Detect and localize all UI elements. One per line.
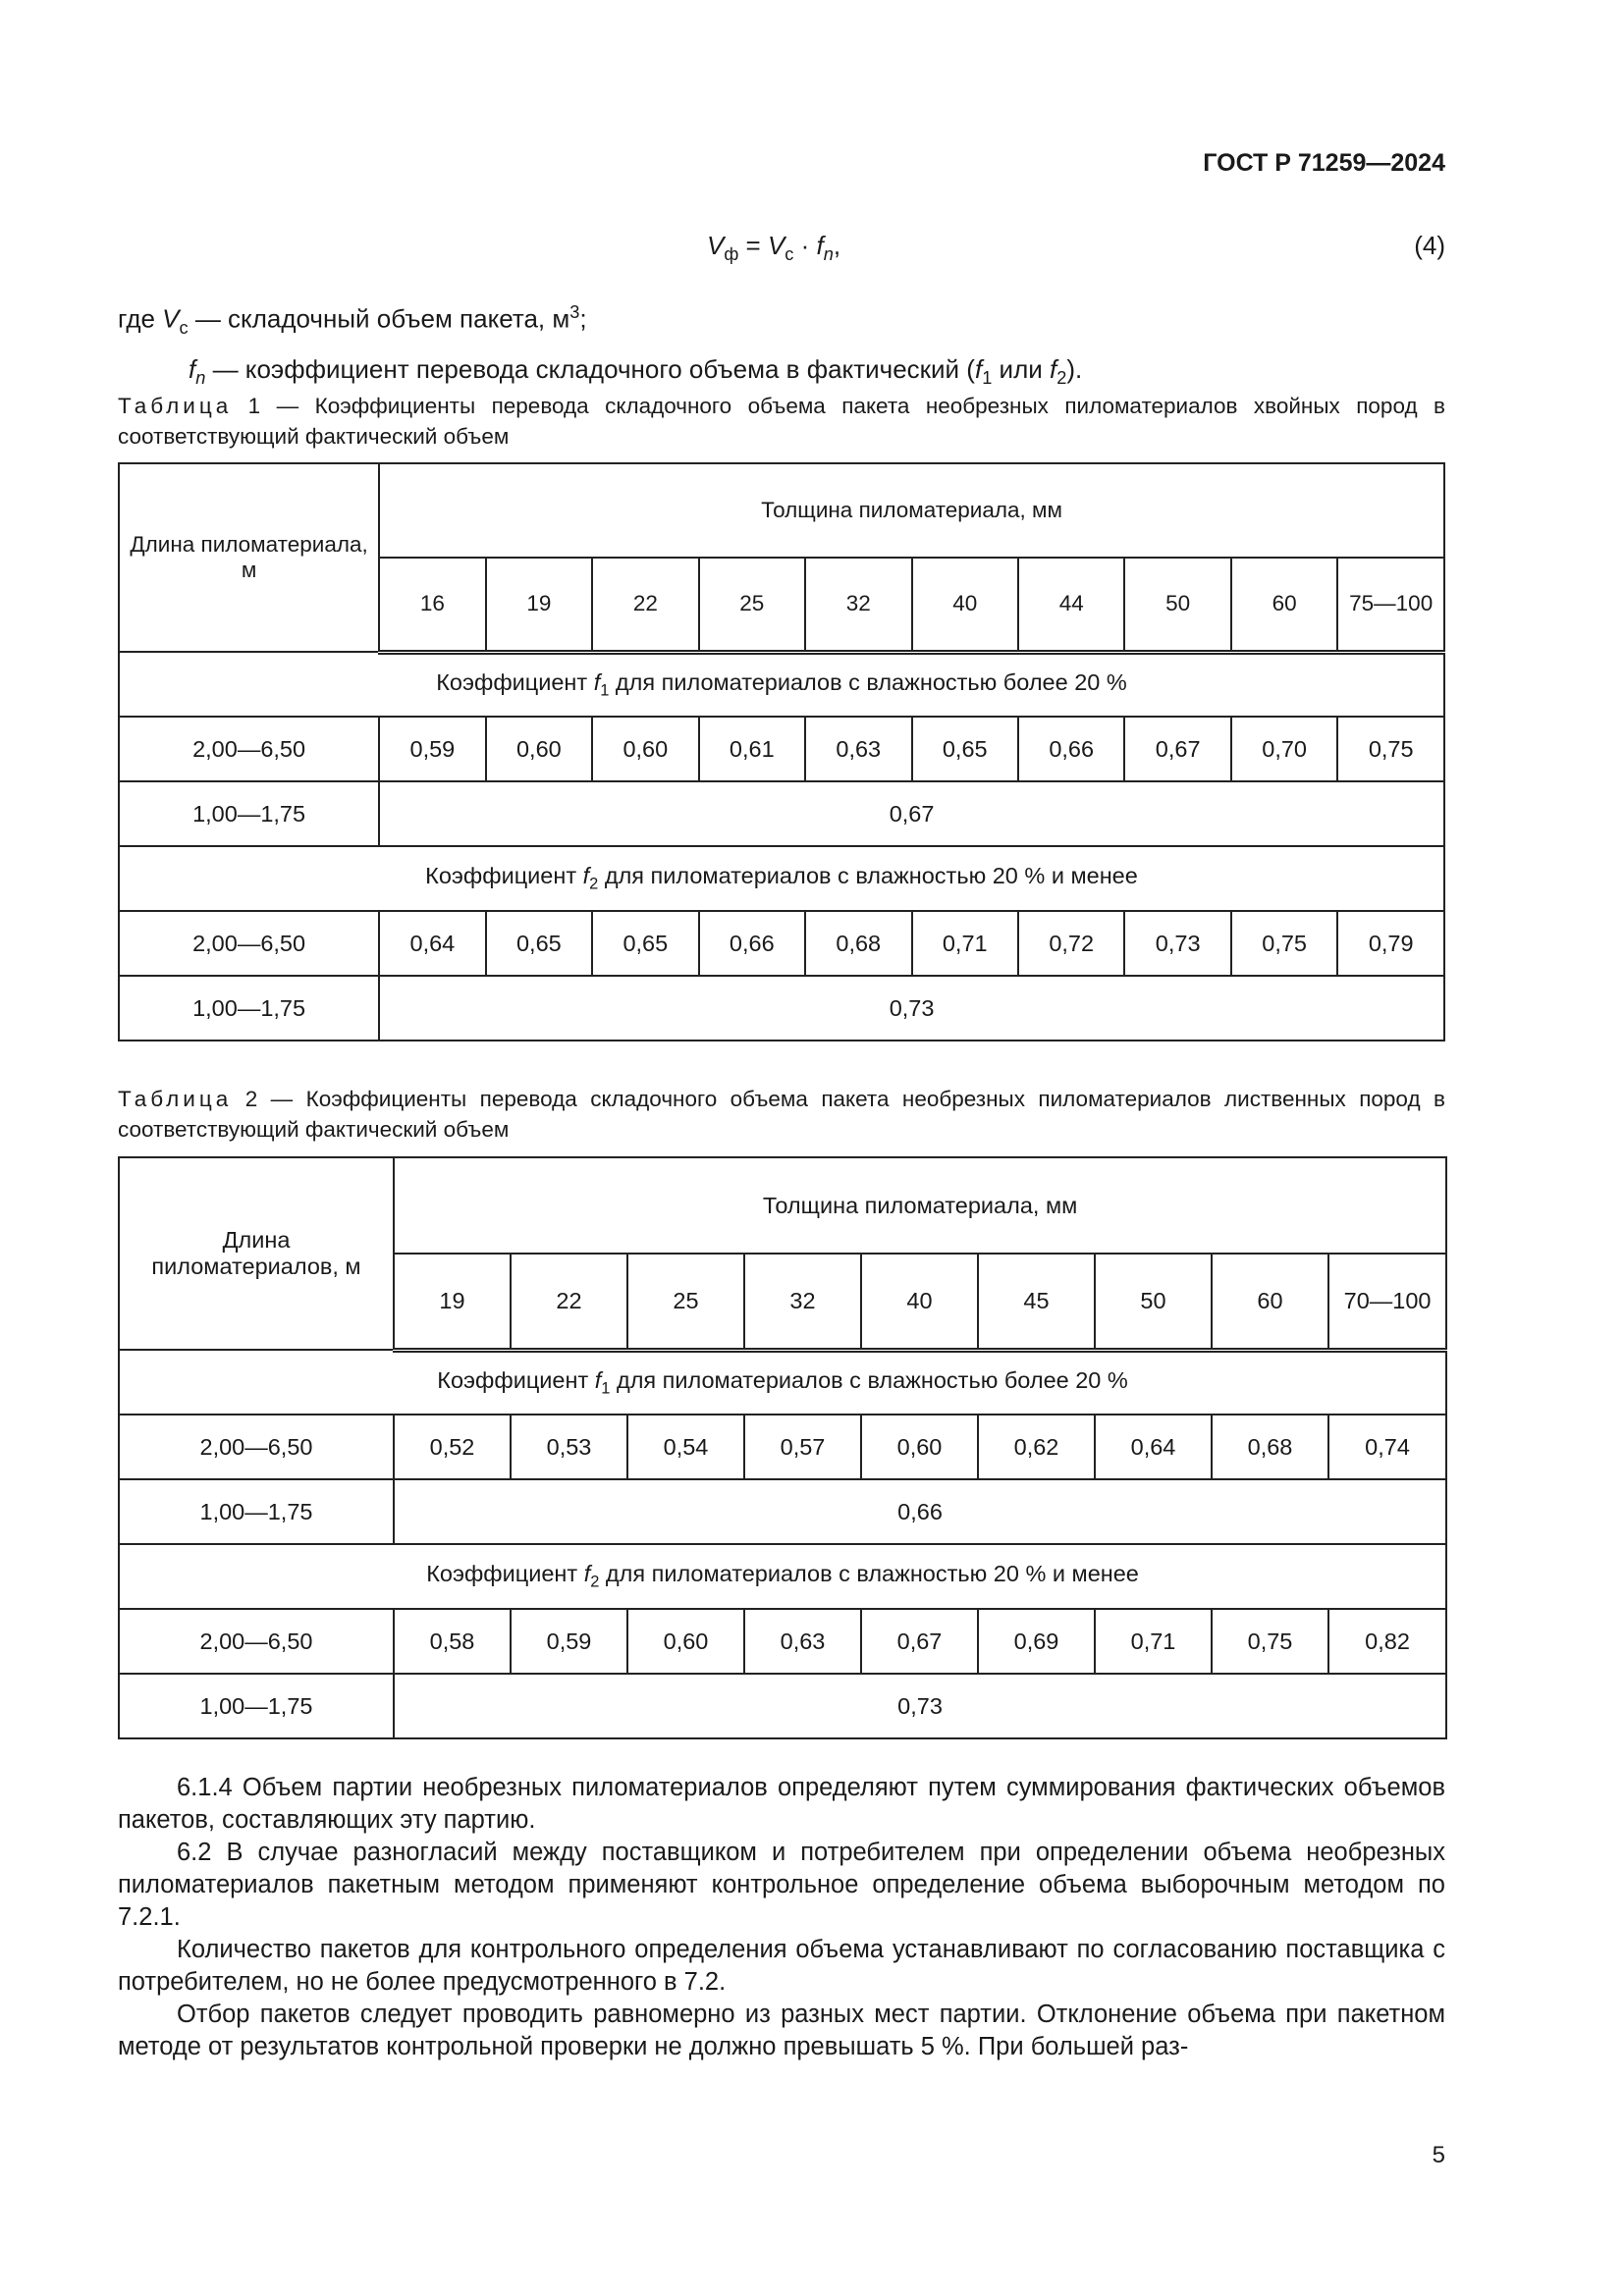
thickness-cell: 40 bbox=[861, 1254, 978, 1350]
value-cell: 0,66 bbox=[394, 1479, 1446, 1544]
value-cell: 0,63 bbox=[805, 717, 911, 781]
thickness-cell: 22 bbox=[592, 558, 698, 652]
length-cell: 1,00—1,75 bbox=[119, 976, 379, 1041]
length-cell: 1,00—1,75 bbox=[119, 781, 379, 846]
table2-caption: Таблица 2 — Коэффициенты перевода складочного объема пакета необрезных пиломатериалов лиственных пород в соответствующий фактический объем bbox=[118, 1087, 1445, 1142]
thickness-cell: 60 bbox=[1231, 558, 1337, 652]
document-number: ГОСТ Р 71259—2024 bbox=[1203, 149, 1445, 177]
formula-legend bbox=[118, 292, 1082, 399]
value-cell: 0,52 bbox=[394, 1415, 511, 1479]
value-cell: 0,73 bbox=[1124, 911, 1230, 976]
value-cell: 0,60 bbox=[486, 717, 592, 781]
thickness-cell: 60 bbox=[1212, 1254, 1328, 1350]
value-cell: 0,61 bbox=[699, 717, 805, 781]
thickness-cell: 19 bbox=[394, 1254, 511, 1350]
value-cell: 0,75 bbox=[1212, 1609, 1328, 1674]
table1 bbox=[118, 462, 1445, 1041]
table2-section-f1: Коэффициент $f_1$ для пиломатериалов с влажностью более 20 % bbox=[119, 1350, 1446, 1415]
paragraph-control-count: Количество пакетов для контрольного определения объема устанавливают по согласованию поставщика с потребителем, но не более предусмотренного в 7.2. bbox=[118, 1936, 1445, 1996]
value-cell: 0,71 bbox=[912, 911, 1018, 976]
thickness-cell: 25 bbox=[699, 558, 805, 652]
paragraph-6-1-4: 6.1.4 Объем партии необрезных пиломатериалов определяют путем суммирования фактических объемов пакетов, составляющих эту партию. bbox=[118, 1774, 1445, 1834]
value-cell: 0,69 bbox=[978, 1609, 1095, 1674]
thickness-cell: 50 bbox=[1095, 1254, 1212, 1350]
thickness-cell: 40 bbox=[912, 558, 1018, 652]
thickness-cell: 32 bbox=[805, 558, 911, 652]
thickness-cell: 50 bbox=[1124, 558, 1230, 652]
formula-4 bbox=[118, 231, 1445, 270]
value-cell: 0,73 bbox=[394, 1674, 1446, 1738]
legend-f: $f_n$ — коэффициент перевода складочного объема в фактический ($f_1$ или $f_2$). bbox=[189, 353, 1083, 389]
thickness-cell: 25 bbox=[627, 1254, 744, 1350]
formula-expression: $V_ф = V_с \cdot f_n$, bbox=[707, 231, 841, 265]
page-number: 5 bbox=[1432, 2142, 1445, 2168]
value-cell: 0,64 bbox=[1095, 1415, 1212, 1479]
table-row bbox=[119, 911, 1444, 976]
value-cell: 0,65 bbox=[912, 717, 1018, 781]
thickness-cell: 22 bbox=[511, 1254, 627, 1350]
length-cell: 2,00—6,50 bbox=[119, 1415, 394, 1479]
value-cell: 0,53 bbox=[511, 1415, 627, 1479]
thickness-cell: 32 bbox=[744, 1254, 861, 1350]
value-cell: 0,54 bbox=[627, 1415, 744, 1479]
thickness-cell: 44 bbox=[1018, 558, 1124, 652]
table1-length-header: Длина пиломатериала, м bbox=[119, 463, 379, 652]
thickness-cell: 16 bbox=[379, 558, 485, 652]
value-cell: 0,65 bbox=[486, 911, 592, 976]
thickness-cell: 75—100 bbox=[1337, 558, 1444, 652]
value-cell: 0,72 bbox=[1018, 911, 1124, 976]
value-cell: 0,74 bbox=[1328, 1415, 1446, 1479]
value-cell: 0,60 bbox=[627, 1609, 744, 1674]
thickness-cell: 70—100 bbox=[1328, 1254, 1446, 1350]
value-cell: 0,75 bbox=[1337, 717, 1444, 781]
table1-caption: Таблица 1 — Коэффициенты перевода складочного объема пакета необрезных пиломатериалов хвойных пород в соответствующий фактический объем bbox=[118, 394, 1445, 449]
value-cell: 0,65 bbox=[592, 911, 698, 976]
table2-section-f2: Коэффициент $f_2$ для пиломатериалов с влажностью 20 % и менее bbox=[119, 1544, 1446, 1609]
value-cell: 0,67 bbox=[379, 781, 1444, 846]
body-text bbox=[118, 1772, 1445, 2063]
length-cell: 1,00—1,75 bbox=[119, 1674, 394, 1738]
value-cell: 0,82 bbox=[1328, 1609, 1446, 1674]
length-cell: 2,00—6,50 bbox=[119, 717, 379, 781]
thickness-cell: 45 bbox=[978, 1254, 1095, 1350]
table-row bbox=[119, 1415, 1446, 1479]
table1-thickness-header: Толщина пиломатериала, мм bbox=[379, 463, 1444, 558]
formula-number: (4) bbox=[1414, 231, 1445, 260]
legend-v: где $V_с$ — складочный объем пакета, $м^3$; bbox=[118, 302, 587, 338]
value-cell: 0,68 bbox=[805, 911, 911, 976]
length-cell: 1,00—1,75 bbox=[119, 1479, 394, 1544]
value-cell: 0,79 bbox=[1337, 911, 1444, 976]
value-cell: 0,58 bbox=[394, 1609, 511, 1674]
length-cell: 2,00—6,50 bbox=[119, 1609, 394, 1674]
paragraph-selection: Отбор пакетов следует проводить равномерно из разных мест партии. Отклонение объема при пакетном методе от результатов контрольной проверки не должно превышать 5 %. При большей раз- bbox=[118, 2001, 1445, 2060]
table2-length-header: Длина пиломатериалов, м bbox=[119, 1157, 394, 1350]
value-cell: 0,59 bbox=[379, 717, 485, 781]
length-cell: 2,00—6,50 bbox=[119, 911, 379, 976]
thickness-cell: 19 bbox=[486, 558, 592, 652]
table1-section-f1: Коэффициент $f_1$ для пиломатериалов с влажностью более 20 % bbox=[119, 652, 1444, 717]
value-cell: 0,60 bbox=[592, 717, 698, 781]
table-row bbox=[119, 1479, 1446, 1544]
table-row bbox=[119, 781, 1444, 846]
paragraph-6-2: 6.2 В случае разногласий между поставщиком и потребителем при определении объема необрезных пиломатериалов пакетным методом применяют контрольное определение объема выборочным методом по 7.2.1. bbox=[118, 1839, 1445, 1931]
value-cell: 0,63 bbox=[744, 1609, 861, 1674]
value-cell: 0,62 bbox=[978, 1415, 1095, 1479]
value-cell: 0,73 bbox=[379, 976, 1444, 1041]
table-row bbox=[119, 1609, 1446, 1674]
table2-thickness-header: Толщина пиломатериала, мм bbox=[394, 1157, 1446, 1254]
table-row bbox=[119, 1674, 1446, 1738]
value-cell: 0,59 bbox=[511, 1609, 627, 1674]
table-row bbox=[119, 976, 1444, 1041]
table1-section-f2: Коэффициент $f_2$ для пиломатериалов с влажностью 20 % и менее bbox=[119, 846, 1444, 911]
value-cell: 0,60 bbox=[861, 1415, 978, 1479]
table2 bbox=[118, 1156, 1447, 1739]
value-cell: 0,64 bbox=[379, 911, 485, 976]
value-cell: 0,68 bbox=[1212, 1415, 1328, 1479]
table-row bbox=[119, 717, 1444, 781]
value-cell: 0,71 bbox=[1095, 1609, 1212, 1674]
value-cell: 0,66 bbox=[1018, 717, 1124, 781]
value-cell: 0,70 bbox=[1231, 717, 1337, 781]
value-cell: 0,57 bbox=[744, 1415, 861, 1479]
value-cell: 0,75 bbox=[1231, 911, 1337, 976]
value-cell: 0,66 bbox=[699, 911, 805, 976]
value-cell: 0,67 bbox=[1124, 717, 1230, 781]
value-cell: 0,67 bbox=[861, 1609, 978, 1674]
